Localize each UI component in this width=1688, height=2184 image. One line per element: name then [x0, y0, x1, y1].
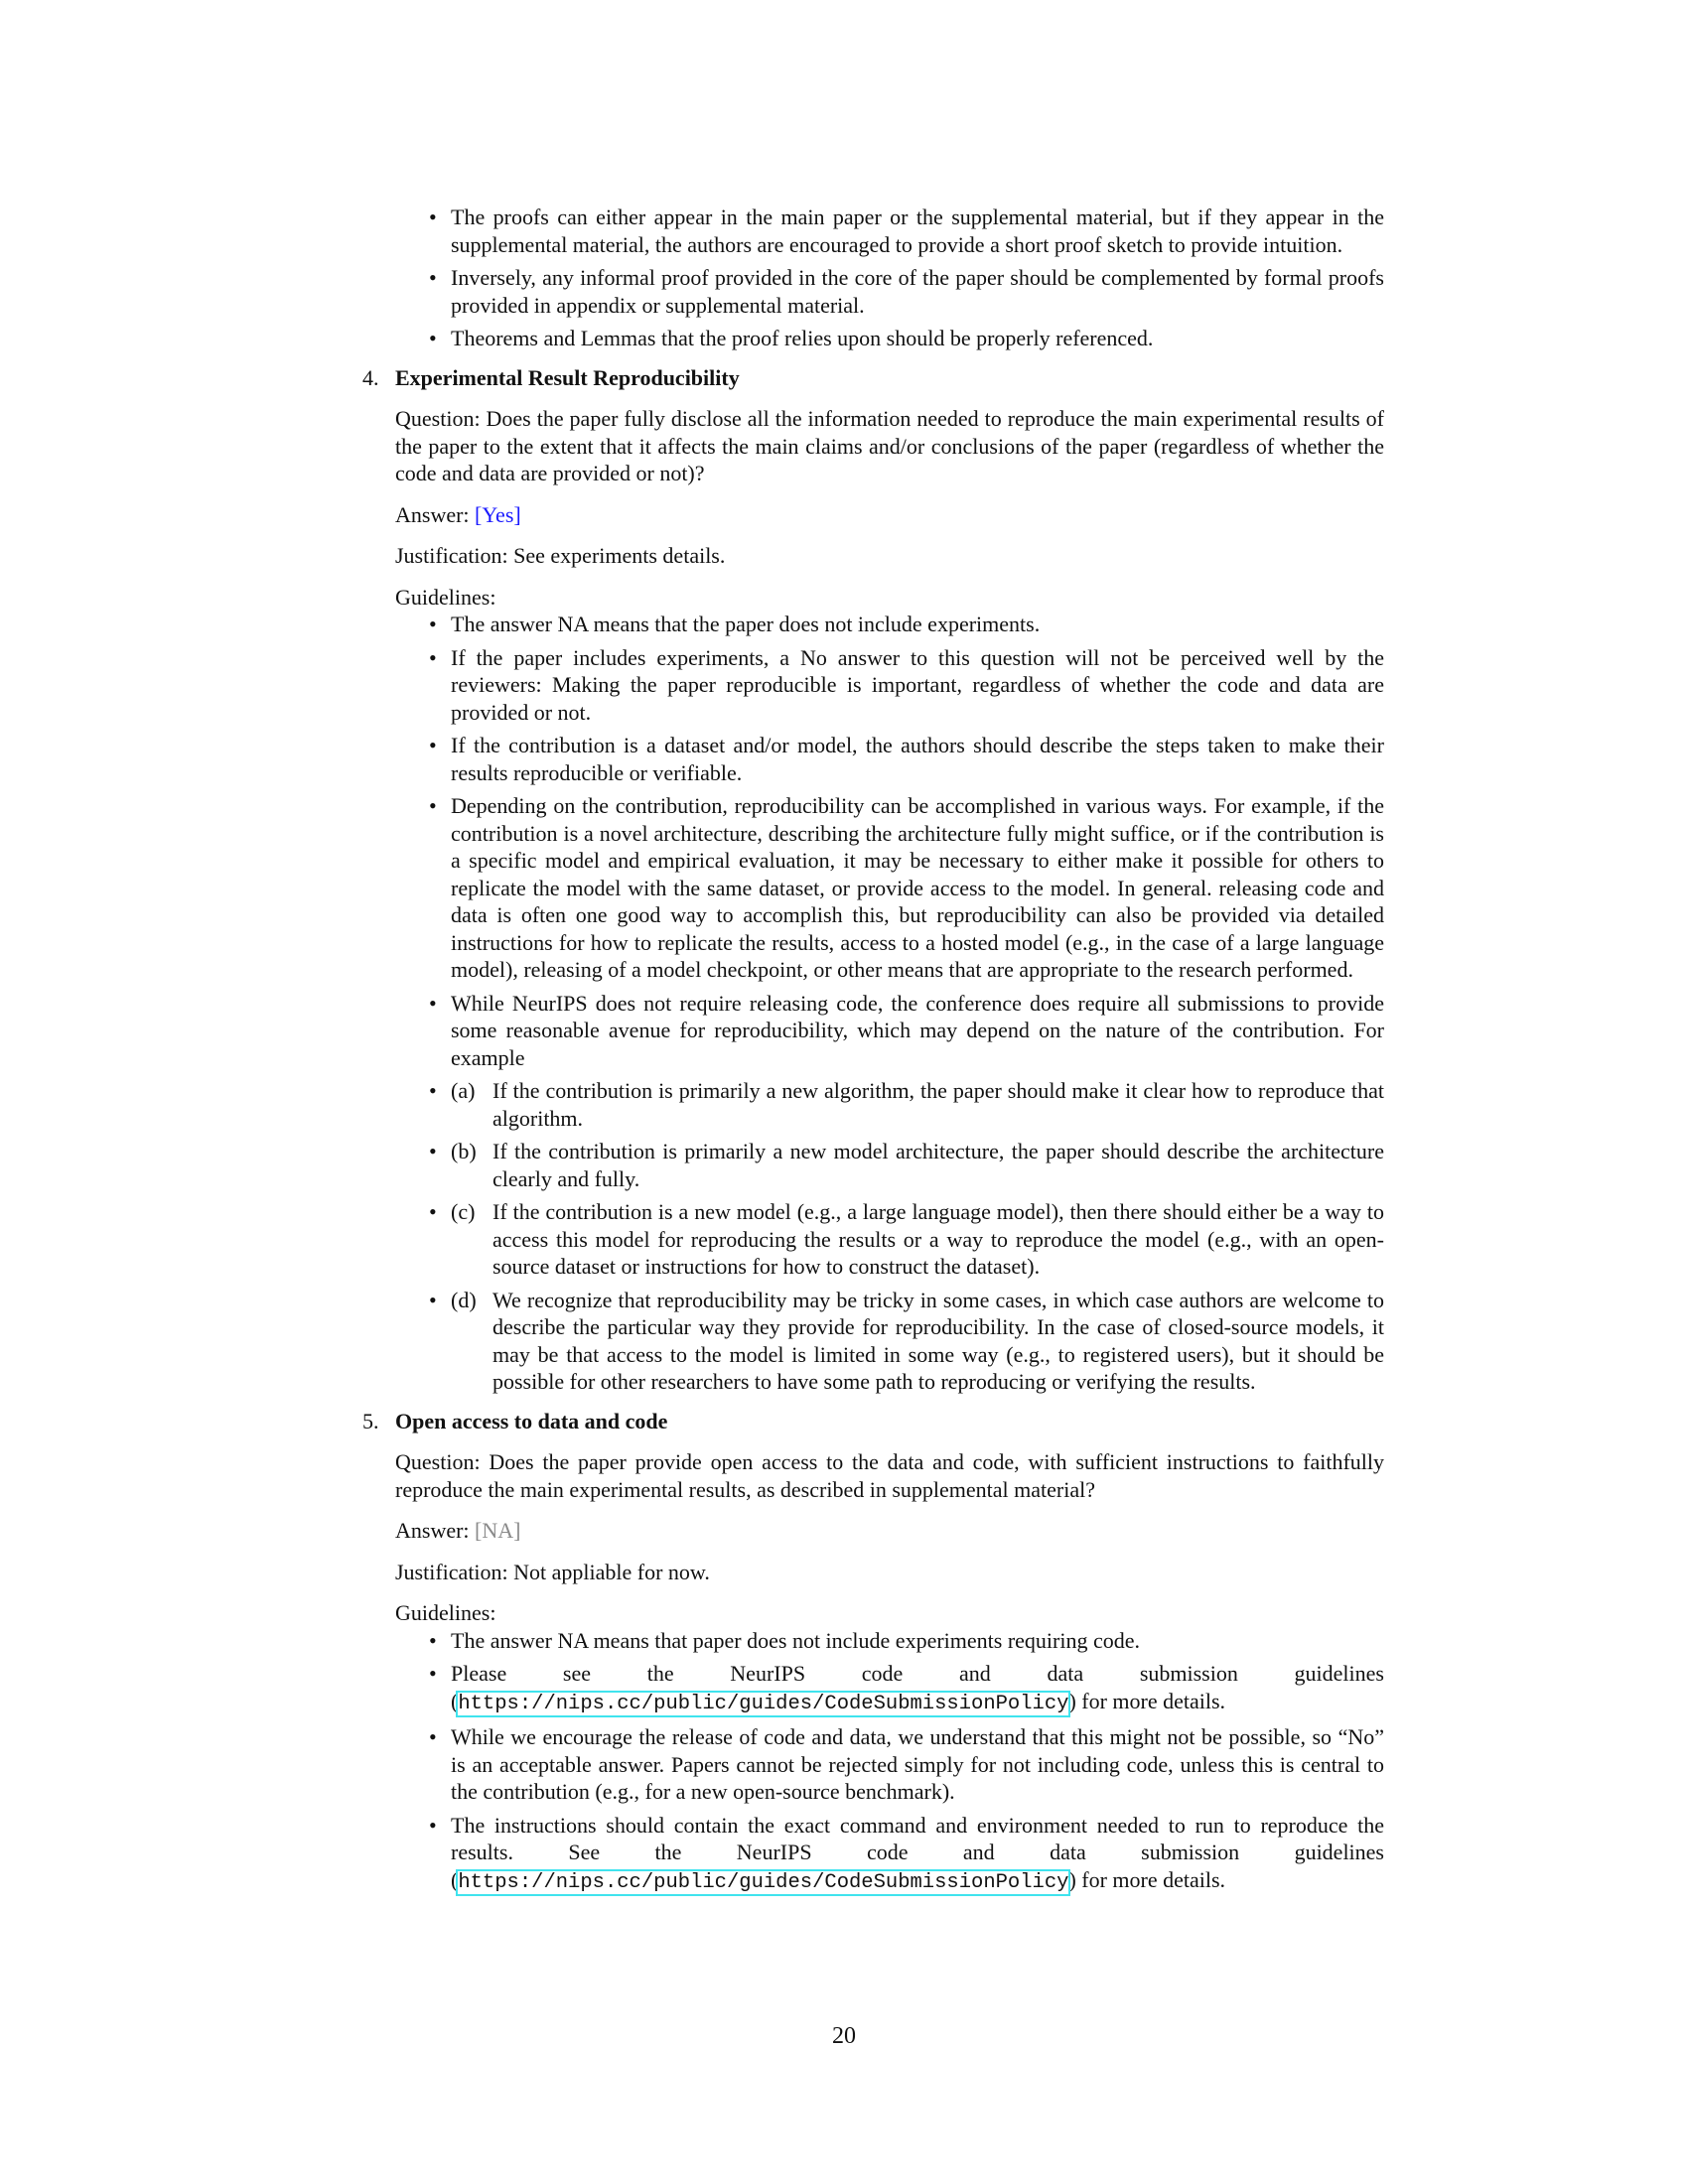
sub-item-label: • (d)	[451, 1287, 477, 1312]
sub-item-text: We recognize that reproducibility may be tricky in some cases, in which case authors are welcome to describe the particular way they provide for reproducibility. In the case of closed-source models, it may be that access to the model is limited in some way (e.g., to registered users), but it should be possible for other researchers to have some path to reproducing or verifying the results.	[492, 1287, 1384, 1394]
question-text: Question: Does the paper provide open access to the data and code, with sufficient instructions to faithfully reproduce the main experimental results, as described in supplemental material?	[395, 1449, 1384, 1502]
answer-label: Answer:	[395, 1518, 476, 1543]
sub-list-item	[451, 1287, 1384, 1396]
guidelines-list	[395, 1627, 1384, 1897]
sub-item-text: If the contribution is primarily a new model architecture, the paper should describe the architecture clearly and fully.	[492, 1139, 1384, 1191]
list-item: • The proofs can either appear in the main paper or the supplemental material, but if they appear in the supplemental material, the authors are encouraged to provide a short proof sketch to provide intuition.	[451, 204, 1384, 258]
section-title: Open access to data and code	[395, 1408, 668, 1433]
answer-line	[395, 1517, 1384, 1545]
list-item	[451, 990, 1384, 1396]
list-item: • The answer NA means that paper does not include experiments requiring code.	[451, 1627, 1384, 1655]
question-text: Question: Does the paper fully disclose all the information needed to reproduce the main experimental results of the paper to the extent that it affects the main claims and/or conclusions of the paper (regardless of whether the code and data are provided or not)?	[395, 406, 1384, 485]
list-item: • The answer NA means that the paper does not include experiments.	[451, 611, 1384, 638]
sub-list-item	[451, 1138, 1384, 1192]
sub-item-text: If the contribution is primarily a new algorithm, the paper should make it clear how to reproduce that algorithm.	[492, 1078, 1384, 1131]
sub-list-item	[451, 1077, 1384, 1132]
answer-line	[395, 501, 1384, 529]
justification-text: Justification: Not appliable for now.	[395, 1559, 710, 1584]
sub-item-label: • (a)	[451, 1078, 476, 1103]
sub-item-text: If the contribution is a new model (e.g., a large language model), then there should either be a way to access this model for reproducing the results or a way to reproduce the model (e.g., with an open-source dataset or instructions for how to construct the dataset).	[492, 1199, 1384, 1279]
page-number: 20	[832, 2023, 856, 2049]
list-item-text: ) for more details.	[1068, 1866, 1226, 1892]
section-open-access	[362, 1408, 1384, 1897]
list-item-text: ) for more details.	[1068, 1688, 1226, 1713]
list-item: • Inversely, any informal proof provided in the core of the paper should be complemented by formal proofs provided in appendix or supplemental material.	[451, 264, 1384, 319]
list-item-text: Please see the NeurIPS code and data submission guidelines (	[451, 1661, 1384, 1713]
section-heading	[362, 364, 1384, 392]
page-content	[362, 204, 1384, 1902]
list-item	[451, 1660, 1384, 1717]
answer-value: [NA]	[475, 1518, 521, 1543]
proof-guidelines-list	[395, 204, 1384, 352]
section-number: 4.	[362, 364, 379, 390]
list-item: • While we encourage the release of code and data, we understand that this might not be possible, so “No” is an acceptable answer. Papers cannot be rejected simply for not including code, unless this is central to the contribution (e.g., for a new open-source benchmark).	[451, 1723, 1384, 1806]
list-item-text: While NeurIPS does not require releasing code, the conference does require all submissions to provide some reasonable avenue for reproducibility, which may depend on the nature of the contribution. For example	[451, 990, 1384, 1070]
guidelines-list	[395, 611, 1384, 1396]
guidelines-label: Guidelines:	[395, 584, 496, 610]
section-experimental-reproducibility	[362, 364, 1384, 1396]
sub-item-label: • (c)	[451, 1199, 476, 1224]
sub-item-label: • (b)	[451, 1139, 477, 1163]
code-submission-link[interactable]: https://nips.cc/public/guides/CodeSubmissionPolicy	[458, 1692, 1069, 1715]
answer-value: [Yes]	[475, 501, 521, 527]
sub-list-item	[451, 1198, 1384, 1281]
list-item: • Depending on the contribution, reproducibility can be accomplished in various ways. For example, if the contribution is a novel architecture, describing the architecture fully might suffice, or if the contribution is a specific model and empirical evaluation, it may be necessary to either make it possible for others to replicate the model with the same dataset, or provide access to the model. In general. releasing code and data is often one good way to accomplish this, but reproducibility can also be provided via detailed instructions for how to replicate the results, access to a hosted model (e.g., in the case of a large language model), releasing of a model checkpoint, or other means that are appropriate to the research performed.	[451, 792, 1384, 984]
section-title: Experimental Result Reproducibility	[395, 364, 740, 390]
code-submission-link[interactable]: https://nips.cc/public/guides/CodeSubmissionPolicy	[458, 1870, 1069, 1894]
list-item-text: The instructions should contain the exact command and environment needed to run to reproduce the results. See the NeurIPS code and data submission guidelines (	[451, 1812, 1384, 1892]
section-number: 5.	[362, 1408, 379, 1433]
sub-list	[451, 1077, 1384, 1396]
list-item: • If the paper includes experiments, a No answer to this question will not be perceived well by the reviewers: Making the paper reproducible is important, regardless of whether the code and data are provided or not.	[451, 644, 1384, 727]
guidelines-label: Guidelines:	[395, 1600, 496, 1625]
list-item: • If the contribution is a dataset and/or model, the authors should describe the steps taken to make their results reproducible or verifiable.	[451, 732, 1384, 786]
list-item	[451, 1812, 1384, 1897]
section-heading	[362, 1408, 1384, 1435]
answer-label: Answer:	[395, 501, 476, 527]
list-item: • Theorems and Lemmas that the proof relies upon should be properly referenced.	[451, 325, 1384, 352]
justification-text: Justification: See experiments details.	[395, 543, 726, 568]
